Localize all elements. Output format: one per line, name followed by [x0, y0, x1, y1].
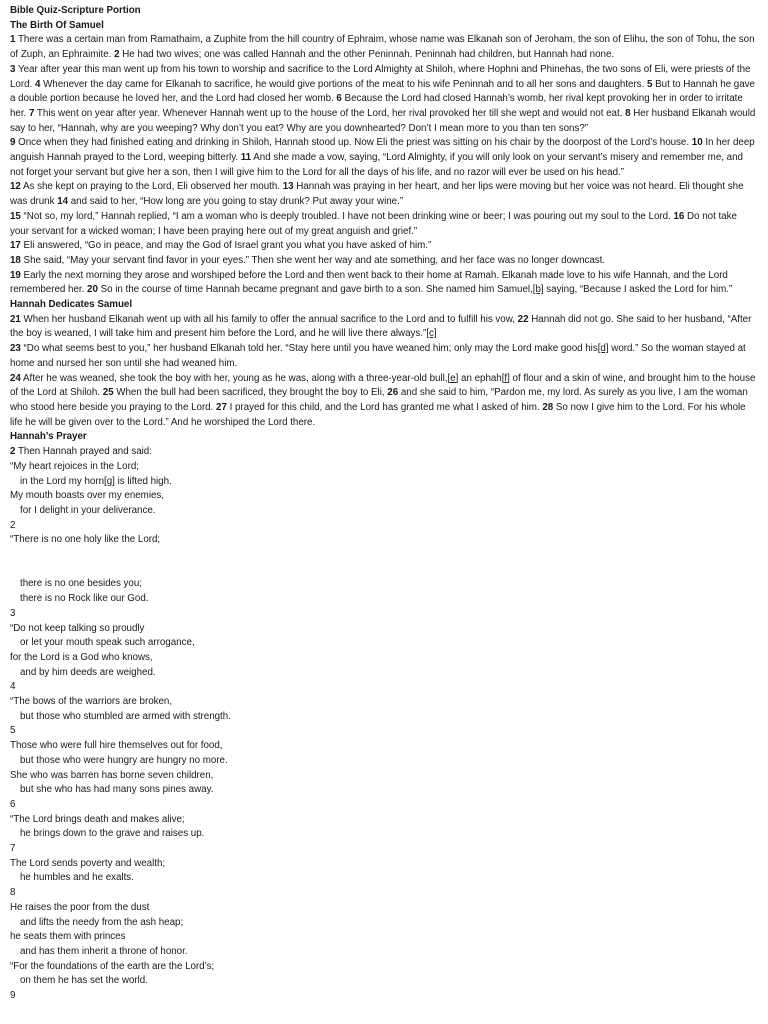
verse-text: 6 — [10, 798, 16, 810]
verse-number: 24 — [10, 372, 21, 384]
verse-text: She said, “May your servant find favor in your eyes.” Then she went her way and ate something, and her face was no longer downcast. — [20, 254, 606, 266]
verse-text: and lifts the needy from the ash heap; — [20, 916, 184, 928]
verse-number: 5 — [646, 78, 653, 90]
poetry-line — [10, 622, 758, 637]
section-heading-birth: The Birth Of Samuel — [10, 19, 104, 31]
verse-number: 17 — [10, 240, 21, 252]
verse-text: 7 — [10, 843, 16, 855]
verse-text: 3 — [10, 607, 16, 619]
verse-number-line — [10, 724, 758, 739]
verse-text: or let your mouth speak such arrogance, — [20, 637, 195, 649]
verse-number: 10 — [691, 137, 703, 149]
footnote-link[interactable]: [e] — [447, 372, 459, 384]
poetry-line — [10, 916, 758, 931]
poetry-line — [10, 445, 758, 460]
verse-number: 13 — [282, 181, 294, 193]
verse-text: There was a certain man from Ramathaim, a Zuphite from the hill country of Ephraim, whose name was Elkanah son of Jeroham, the son of Elihu, the son of Tohu, the son of Zuph, an Ephraimite. — [10, 34, 755, 61]
verse-number: 21 — [10, 313, 21, 325]
verse-paragraph — [10, 136, 758, 180]
footnote-link[interactable]: [g] — [104, 475, 115, 487]
poetry-line — [10, 960, 758, 975]
verse-text: an ephah — [458, 372, 502, 384]
verse-text: “My heart rejoices in the Lord; — [10, 460, 139, 472]
verse-text: for I delight in your deliverance. — [20, 504, 156, 516]
verse-text: My mouth boasts over my enemies, — [10, 490, 164, 502]
verse-text: The Lord sends poverty and wealth; — [10, 857, 166, 869]
verse-number: 27 — [216, 401, 227, 413]
poetry-line — [10, 783, 758, 798]
verse-text: “The bows of the warriors are broken, — [10, 696, 173, 708]
verse-text: and has them inherit a throne of honor. — [20, 945, 188, 957]
verse-text: there is no Rock like our God. — [20, 593, 149, 605]
verse-text: but she who has had many sons pines away. — [20, 784, 214, 796]
verse-number: 18 — [10, 254, 21, 266]
verse-text: there is no one besides you; — [20, 578, 142, 590]
verse-text: saying, “Because I asked the Lord for him.” — [543, 284, 733, 296]
verse-number: 20 — [87, 284, 98, 296]
poetry-line — [10, 489, 758, 504]
verse-number: 15 — [10, 210, 21, 222]
verse-number: 9 — [10, 137, 16, 149]
poetry-line — [10, 636, 758, 651]
verse-text: “Do what seems best to you,” her husband Elkanah told her. “Stay here until you have weaned him; only may the Lord make good his — [20, 343, 598, 355]
verse-text: 5 — [10, 725, 16, 737]
verse-text: He raises the poor from the dust — [10, 901, 150, 913]
verse-text: but those who were hungry are hungry no more. — [20, 754, 228, 766]
verse-number-line — [10, 886, 758, 901]
verse-text: is lifted high. — [114, 475, 172, 487]
blank-line — [10, 548, 758, 563]
section-birth-of-samuel — [10, 33, 758, 298]
verse-number-line — [10, 607, 758, 622]
verse-text: Hannah was praying in her heart, and her lips were moving but her voice was not heard. Eli thought she was drunk — [10, 181, 744, 208]
verse-text: “The Lord brings death and makes alive; — [10, 813, 185, 825]
verse-text: When the bull had been sacrificed, they brought the boy to Eli, — [113, 387, 388, 399]
verse-text: he humbles and he exalts. — [20, 872, 134, 884]
verse-number: 3 — [10, 63, 16, 75]
footnote-link[interactable]: [d] — [597, 343, 609, 355]
verse-number: 23 — [10, 343, 21, 355]
footnote-link[interactable]: [f] — [501, 372, 510, 384]
verse-text: 4 — [10, 681, 16, 693]
verse-number: 26 — [387, 387, 399, 399]
verse-text: Because the Lord had closed Hannah’s womb, her rival kept provoking her in order to irritate her. — [10, 93, 743, 119]
verse-number: 19 — [10, 269, 21, 281]
verse-text: Those who were full hire themselves out for food, — [10, 740, 223, 752]
poetry-line — [10, 533, 758, 548]
verse-number: 2 — [10, 446, 16, 458]
footnote-link[interactable]: [c] — [426, 328, 437, 340]
verse-text: And she made a vow, saying, “Lord Almighty, if you will only look on your servant’s misery and remember me, and not forget your servant but give her a son, then I will give him to the Lord for all the days of his life, and no razor will ever be used on his head.” — [10, 152, 743, 178]
verse-paragraph — [10, 269, 758, 298]
section-hannahs-prayer — [10, 445, 758, 1004]
verse-text: Her husband Elkanah would say to her, “Hannah, why are you weeping? Why don’t you eat? Why are you downhearted? Don’t I mean more to you than ten sons?” — [10, 107, 756, 134]
footnote-link[interactable]: [b] — [532, 284, 544, 296]
verse-text: and said to her, “How long are you going to stay drunk? Put away your wine.” — [68, 196, 404, 208]
verse-number: 4 — [34, 78, 41, 90]
verse-paragraph — [10, 313, 758, 342]
verse-number: 14 — [57, 196, 69, 208]
verse-text: When her husband Elkanah went up with all his family to offer the annual sacrifice to the Lord and to fulfill his vow, — [20, 313, 518, 325]
verse-text: Once when they had finished eating and drinking in Shiloh, Hannah stood up. Now Eli the priest was sitting on his chair by the doorpost of the Lord’s house. — [15, 137, 692, 149]
verse-text: After he was weaned, she took the boy with her, young as he was, along with a three-year-old bull, — [20, 372, 448, 384]
verse-text: But to Hannah he gave a double portion because he loved her, and the Lord had closed her womb. — [10, 78, 755, 105]
poetry-line — [10, 592, 758, 607]
verse-text: In her deep anguish Hannah prayed to the Lord, weeping bitterly. — [10, 137, 755, 164]
verse-text: word.” So the woman stayed at home and nursed her son until she had weaned him. — [10, 343, 746, 369]
verse-text: She who was barren has borne seven children, — [10, 769, 214, 781]
verse-text: he brings down to the grave and raises up. — [20, 828, 205, 840]
verse-text: and she said to him, “Pardon me, my lord. As surely as you live, I am the woman who stood here beside you praying to the Lord. — [10, 387, 748, 413]
section-hannah-dedicates-samuel — [10, 313, 758, 431]
verse-paragraph — [10, 372, 758, 431]
verse-text: So in the course of time Hannah became pregnant and gave birth to a son. She named him Samuel, — [97, 284, 533, 296]
poetry-line — [10, 651, 758, 666]
poetry-line — [10, 813, 758, 828]
verse-text: 2 — [10, 519, 16, 531]
poetry-line — [10, 901, 758, 916]
verse-text: he seats them with princes — [10, 931, 126, 943]
verse-text: So now I give him to the Lord. For his whole life he will be given over to the Lord.” And he worshiped the Lord there. — [10, 401, 746, 428]
poetry-line — [10, 460, 758, 475]
verse-text: 8 — [10, 887, 16, 899]
verse-number-line — [10, 798, 758, 813]
poetry-line — [10, 577, 758, 592]
verse-number: 11 — [240, 152, 252, 164]
verse-text: “For the foundations of the earth are the Lord’s; — [10, 960, 215, 972]
verse-text: Then Hannah prayed and said: — [15, 446, 152, 458]
verse-paragraph — [10, 254, 758, 269]
verse-text: “There is no one holy like the Lord; — [10, 534, 161, 546]
verse-text: I prayed for this child, and the Lord has granted me what I asked of him. — [226, 401, 543, 413]
verse-number: 28 — [542, 401, 554, 413]
verse-paragraph — [10, 239, 758, 254]
verse-text: of flour and a skin of wine, and brought him to the house of the Lord at Shiloh. — [10, 372, 756, 399]
verse-text: “Do not keep talking so proudly — [10, 622, 145, 634]
section-heading-prayer: Hannah’s Prayer — [10, 431, 87, 443]
section-heading-dedicates: Hannah Dedicates Samuel — [10, 299, 133, 311]
verse-number-line — [10, 842, 758, 857]
verse-text: Year after year this man went up from his town to worship and sacrifice to the Lord Almighty at Shiloh, where Hophni and Phinehas, the two sons of Eli, were priests of the Lord. — [10, 63, 751, 90]
verse-paragraph — [10, 63, 758, 137]
poetry-line — [10, 945, 758, 960]
poetry-line — [10, 739, 758, 754]
verse-number: 22 — [517, 313, 529, 325]
poetry-line — [10, 769, 758, 784]
verse-text: Early the next morning they arose and worshiped before the Lord and then went back to their home at Ramah. Elkanah made love to his wife Hannah, and the Lord remembered her. — [10, 269, 728, 296]
verse-text: Hannah did not go. She said to her husband, “After the boy is weaned, I will take him and present him before the Lord, and he will live there always.” — [10, 313, 752, 340]
verse-number-line — [10, 680, 758, 695]
verse-number: 8 — [625, 107, 631, 119]
poetry-line — [10, 754, 758, 769]
verse-text: Do not take your servant for a wicked woman; I have been praying here out of my great anguish and grief.” — [10, 210, 737, 237]
poetry-line — [10, 475, 758, 490]
verse-paragraph — [10, 180, 758, 209]
verse-text: and by him deeds are weighed. — [20, 666, 156, 678]
poetry-line — [10, 871, 758, 886]
poetry-line — [10, 666, 758, 681]
poetry-line — [10, 857, 758, 872]
verse-text: but those who stumbled are armed with strength. — [20, 710, 231, 722]
poetry-line — [10, 504, 758, 519]
verse-text: 9 — [10, 990, 16, 1002]
verse-number: 6 — [336, 93, 342, 105]
verse-number: 25 — [102, 387, 114, 399]
verse-text: This went on year after year. Whenever Hannah went up to the house of the Lord, her rival provoked her till she wept and would not eat. — [34, 107, 626, 119]
poetry-line — [10, 710, 758, 725]
verse-text: Eli answered, “Go in peace, and may the God of Israel grant you what you have asked of him.” — [20, 240, 432, 252]
verse-text: As she kept on praying to the Lord, Eli observed her mouth. — [20, 181, 283, 193]
poetry-line — [10, 974, 758, 989]
poetry-line — [10, 930, 758, 945]
verse-text: in the Lord my horn — [20, 475, 105, 487]
verse-text: for the Lord is a God who knows, — [10, 651, 153, 663]
verse-paragraph — [10, 342, 758, 371]
verse-paragraph — [10, 33, 758, 62]
verse-number-line — [10, 989, 758, 1004]
verse-number: 7 — [28, 107, 35, 119]
poetry-line — [10, 827, 758, 842]
verse-text: Whenever the day came for Elkanah to sacrifice, he would give portions of the meat to his wife Peninnah and to all her sons and daughters. — [40, 78, 647, 90]
verse-number: 16 — [673, 210, 685, 222]
verse-text: “Not so, my lord,” Hannah replied, “I am a woman who is deeply troubled. I have not been drinking wine or beer; I was pouring out my soul to the Lord. — [20, 210, 674, 222]
verse-text: on them he has set the world. — [20, 975, 148, 987]
verse-paragraph — [10, 210, 758, 239]
blank-line — [10, 563, 758, 578]
document-title: Bible Quiz-Scripture Portion — [10, 5, 141, 16]
verse-number: 12 — [10, 181, 21, 193]
poetry-line — [10, 695, 758, 710]
verse-number-line — [10, 519, 758, 534]
verse-number: 1 — [10, 34, 16, 46]
verse-text: He had two wives; one was called Hannah and the other Peninnah. Peninnah had children, but Hannah had none. — [119, 49, 615, 61]
verse-number: 2 — [114, 49, 120, 61]
